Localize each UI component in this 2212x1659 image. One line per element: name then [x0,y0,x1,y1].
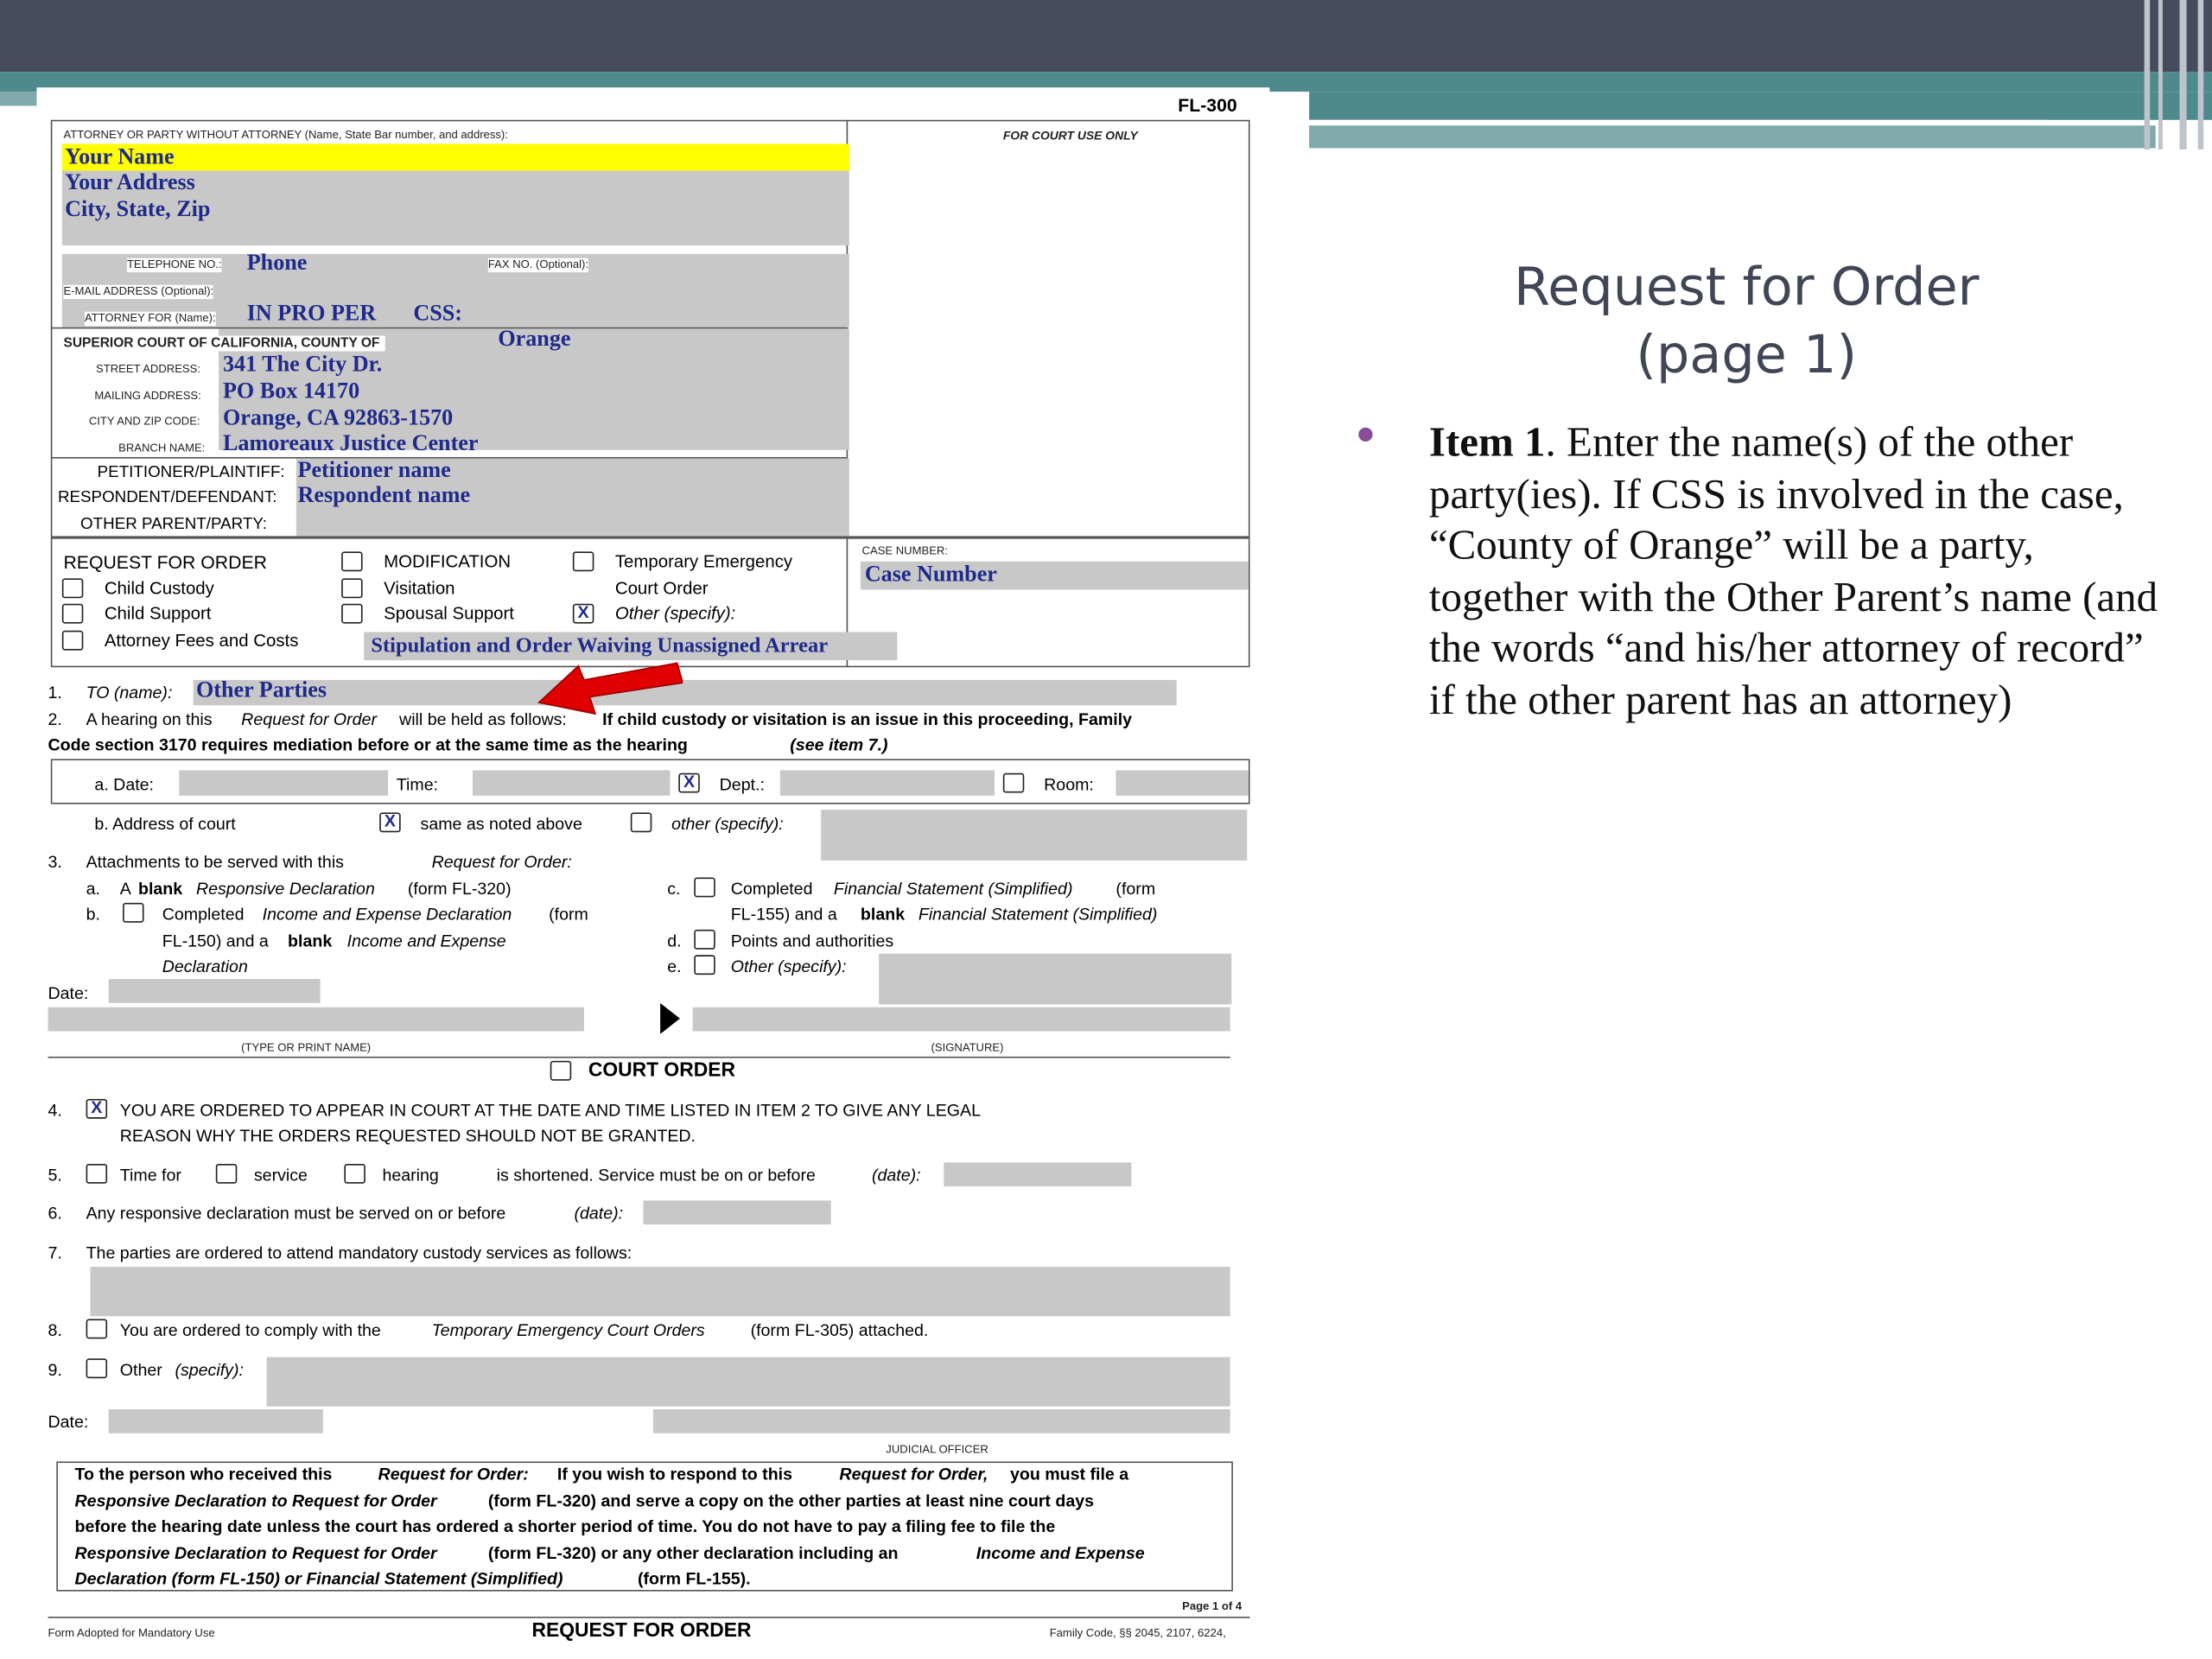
item3d-checkbox[interactable] [694,930,715,950]
name-highlight [62,144,849,171]
visitation-checkbox[interactable] [341,578,362,598]
case-number-label: CASE NUMBER: [861,544,948,557]
item6-date-field[interactable] [643,1200,830,1224]
footer-left: Form Adopted for Mandatory Use [48,1626,215,1640]
item6-number: 6. [48,1203,62,1224]
judicial-officer-field[interactable] [653,1409,1230,1433]
item1-field[interactable]: Other Parties [195,678,327,703]
item3b-text-6: Income and Expense [346,931,506,951]
item7-field[interactable] [90,1267,1230,1316]
case-number-field[interactable]: Case Number [864,563,997,588]
petitioner-field[interactable]: Petitioner name [297,458,451,483]
item2-text-e: Code section 3170 requires mediation before or at the same time as the hearing [48,734,688,755]
slide-edge-stripe [2198,0,2204,149]
item8-checkbox[interactable] [86,1319,107,1339]
temp-emergency-label: Temporary Emergency [614,551,793,572]
item1-field-bg [194,680,1177,705]
dept-field[interactable] [780,770,995,795]
item3c-text-6: Financial Statement (Simplified) [918,904,1158,925]
item3-number: 3. [48,852,62,872]
court-order-checkbox[interactable] [550,1061,571,1081]
page-number: Page 1 of 4 [1182,1599,1243,1613]
item4-text-2: REASON WHY THE ORDERS REQUESTED SHOULD NOT BE GRANTED. [119,1125,696,1146]
fax-label: FAX NO. (Optional): [487,257,589,271]
item2-text-d: If child custody or visitation is an issue in this proceeding, Family [602,709,1133,730]
item3e-checkbox[interactable] [694,955,715,975]
order-date-field[interactable] [109,1409,323,1433]
your-address-field[interactable]: Your Address [65,170,195,195]
item5-service-checkbox[interactable] [216,1164,237,1184]
css-label: CSS: [413,302,462,327]
slide-top-bar [0,0,2212,72]
notice-2b: (form FL-320) and serve a copy on the other parties at least nine court days [487,1491,1095,1511]
child-support-label: Child Support [104,603,212,624]
slide-title-line2: (page 1) [1636,324,1858,385]
spousal-support-label: Spousal Support [384,603,514,624]
item8-text-3: (form FL-305) attached. [750,1320,929,1341]
notice-1a: To the person who received this [74,1464,333,1484]
notice-4b: (form FL-320) or any other declaration including an [487,1543,899,1563]
item3a-text-4: (form FL-320) [407,879,512,899]
court-label: SUPERIOR COURT OF CALIFORNIA, COUNTY OF [63,336,385,352]
item3d-text: Points and authorities [730,931,894,951]
notice-4c: Income and Expense [976,1543,1145,1563]
notice-1c: If you wish to respond to this [556,1464,793,1484]
item3e-number: e. [667,956,682,976]
your-name-field[interactable]: Your Name [65,145,175,169]
other-address-label: other (specify): [671,814,784,834]
item6-text: Any responsive declaration must be served on or before [86,1203,506,1224]
attorney-label: ATTORNEY OR PARTY WITHOUT ATTORNEY (Name, State Bar number, and address): [63,128,508,142]
item5-shortened: is shortened. Service must be on or before [496,1165,816,1185]
sign-date-field[interactable] [109,979,321,1003]
respondent-field[interactable]: Respondent name [297,484,471,508]
street-field[interactable]: 341 The City Dr. [222,353,383,377]
form-number: FL-300 [1178,94,1237,116]
sign-date-label: Date: [48,982,89,1003]
item3b-text-3: (form [549,904,588,925]
other-specify-checkbox[interactable]: X [573,604,594,624]
item3b-text-1: Completed [162,904,245,925]
bullet-dot-icon [1358,428,1372,442]
item9-text-1: Other [119,1359,162,1380]
telephone-label: TELEPHONE NO.: [126,257,222,271]
other-specify-field[interactable]: Stipulation and Order Waiving Unassigned Arrear [371,634,829,658]
attorney-for-label: ATTORNEY FOR (Name): [84,311,216,325]
item5-time-label: Time for [119,1165,181,1185]
phone-field[interactable]: Phone [246,251,308,276]
item3a-number: a. [86,879,100,899]
cityzip-label: CITY AND ZIP CODE: [88,414,200,428]
notice-2a: Responsive Declaration to Request for Order [74,1491,437,1511]
item2-number: 2. [48,709,62,730]
same-as-checkbox[interactable]: X [379,812,400,832]
item3e-field[interactable] [879,954,1231,1005]
item3c-number: c. [667,879,681,899]
bullet-bold: Item 1 [1428,418,1546,466]
notice-3: before the hearing date unless the court has ordered a shorter period of time. You do not have to pay a filing fee to file the [74,1516,1056,1536]
signature-field[interactable] [693,1007,1230,1032]
child-support-checkbox[interactable] [62,604,83,624]
item9-field[interactable] [267,1357,1230,1407]
item8-text-1: You are ordered to comply with the [119,1320,381,1341]
item3e-text: Other (specify): [730,956,847,976]
petitioner-label: PETITIONER/PLAINTIFF: [97,464,285,481]
print-name-field[interactable] [48,1007,584,1032]
hearing-time-label: Time: [396,774,439,795]
branch-label: BRANCH NAME: [118,442,206,454]
item3c-text-3: (form [1116,879,1156,899]
item3b-text-4: FL-150) and a [162,931,269,951]
temp-emergency-label-2: Court Order [614,578,709,599]
item3c-text-2: Financial Statement (Simplified) [833,879,1073,899]
address-court-label: b. Address of court [94,814,236,834]
city-state-zip-field[interactable]: City, State, Zip [65,197,211,222]
item3b-text-7: Declaration [162,956,248,976]
room-field[interactable] [1116,770,1248,795]
item3b-text-2: Income and Expense Declaration [262,904,512,925]
signature-caption: (SIGNATURE) [931,1040,1004,1054]
item2-text-f: (see item 7.) [790,734,888,755]
county-field[interactable]: Orange [498,327,571,352]
item9-text-2: (specify): [175,1359,244,1380]
street-label: STREET ADDRESS: [96,362,200,376]
item3a-text-1: A [119,879,131,899]
bullet-body: . Enter the name(s) of the other party(ies). If CSS is involved in the case, “County of Orange” will be a party, together with the Other Parent’s name (and the words “and his/her attorney of record” if the other parent has an attorney) [1428,418,2158,724]
notice-1b: Request for Order: [378,1464,529,1484]
footer-right: Family Code, §§ 2045, 2107, 6224, [1049,1626,1226,1640]
item4-text-1: YOU ARE ORDERED TO APPEAR IN COURT AT THE DATE AND TIME LISTED IN ITEM 2 TO GIVE ANY LEGAL [119,1100,981,1121]
item3a-text-2: blank [138,879,183,899]
item3c-text-1: Completed [730,879,813,899]
other-address-field[interactable] [821,810,1247,861]
type-name-caption: (TYPE OR PRINT NAME) [241,1040,372,1054]
other-address-checkbox[interactable] [631,812,652,832]
visitation-label: Visitation [384,578,455,599]
judicial-officer-caption: JUDICIAL OFFICER [886,1443,988,1456]
mailing-field[interactable]: PO Box 14170 [222,379,360,404]
item3c-text-5: blank [860,904,906,925]
room-checkbox[interactable] [1003,773,1024,793]
red-arrow-icon [536,652,683,716]
slide-accent-band-right2 [1309,125,2156,148]
child-custody-label: Child Custody [104,578,214,599]
item2-text-b: Request for Order [241,709,377,730]
rfo-title: REQUEST FOR ORDER [63,551,267,573]
item3b-text-5: blank [288,931,333,951]
item2-text-c: will be held as follows: [399,709,567,730]
slide-accent-band-right [1309,92,2212,120]
mailing-label: MAILING ADDRESS: [94,389,201,403]
item8-number: 8. [48,1320,62,1341]
slide-edge-stripe [2179,0,2186,149]
room-label: Room: [1044,774,1094,795]
bullet-text [1429,417,2163,727]
item1-number: 1. [48,683,62,703]
item3d-number: d. [667,931,682,951]
item3-text-b: Request for Order: [431,852,572,872]
notice-5a: Declaration (form FL-150) or Financial Statement (Simplified) [74,1568,563,1589]
hearing-date-field[interactable] [179,770,388,795]
item3c-checkbox[interactable] [694,878,715,898]
child-custody-checkbox[interactable] [62,578,83,598]
notice-1d: Request for Order, [839,1464,988,1484]
other-parent-label: OTHER PARENT/PARTY: [80,516,268,534]
item7-text: The parties are ordered to attend mandatory custody services as follows: [86,1243,632,1263]
modification-checkbox[interactable] [341,551,362,571]
temp-emergency-checkbox[interactable] [573,551,594,571]
slide-edge-stripe [2158,0,2163,149]
modification-label: MODIFICATION [384,551,512,572]
order-date-label: Date: [48,1412,89,1433]
item1-label: TO (name): [86,683,173,703]
item3c-text-4: FL-155) and a [730,904,837,925]
item5-hearing-label: hearing [382,1165,439,1185]
hearing-time-field[interactable] [473,770,671,795]
footer-title: REQUEST FOR ORDER [531,1618,752,1641]
respondent-label: RESPONDENT/DEFENDANT: [57,489,277,507]
item5-time-checkbox[interactable] [86,1164,107,1184]
slide-edge-stripe [2145,0,2151,149]
item5-date-field[interactable] [944,1162,1131,1186]
item9-number: 9. [48,1359,62,1380]
notice-4a: Responsive Declaration to Request for Order [74,1543,437,1563]
sign-arrow-icon [660,1003,680,1034]
item6-date-label: (date): [574,1203,624,1224]
dept-checkbox[interactable]: X [678,773,699,793]
item3b-number: b. [86,904,100,925]
item5-service-label: service [253,1165,308,1185]
notice-5b: (form FL-155). [637,1568,751,1589]
hearing-date-label: a. Date: [94,774,155,795]
item7-number: 7. [48,1243,62,1263]
other-specify-label: Other (specify): [614,603,736,624]
atty-fees-label: Attorney Fees and Costs [104,630,299,651]
item9-checkbox[interactable] [86,1358,107,1378]
attorney-for-field[interactable]: IN PRO PER [246,302,377,327]
item3b-checkbox[interactable] [123,903,143,923]
court-order-title: COURT ORDER [588,1058,735,1081]
item3a-text-3: Responsive Declaration [195,879,375,899]
email-label: E-MAIL ADDRESS (Optional): [63,284,214,298]
item2-text-a: A hearing on this [86,709,213,730]
same-as-label: same as noted above [420,814,582,834]
item5-date-label: (date): [871,1165,921,1185]
item4-number: 4. [48,1100,62,1121]
item8-text-2: Temporary Emergency Court Orders [431,1320,705,1341]
item3-text-a: Attachments to be served with this [86,852,344,872]
item4-checkbox[interactable]: X [86,1099,107,1119]
item5-hearing-checkbox[interactable] [344,1164,365,1184]
cityzip-field[interactable]: Orange, CA 92863-1570 [222,406,454,430]
dept-label: Dept.: [719,774,765,795]
court-use-label: FOR COURT USE ONLY [1002,128,1138,143]
notice-1e: you must file a [1009,1464,1129,1484]
item5-number: 5. [48,1165,62,1185]
slide-title-line1: Request for Order [1513,257,1980,318]
spousal-support-checkbox[interactable] [341,604,362,624]
branch-field[interactable]: Lamoreaux Justice Center [222,431,479,456]
atty-fees-checkbox[interactable] [62,631,83,651]
